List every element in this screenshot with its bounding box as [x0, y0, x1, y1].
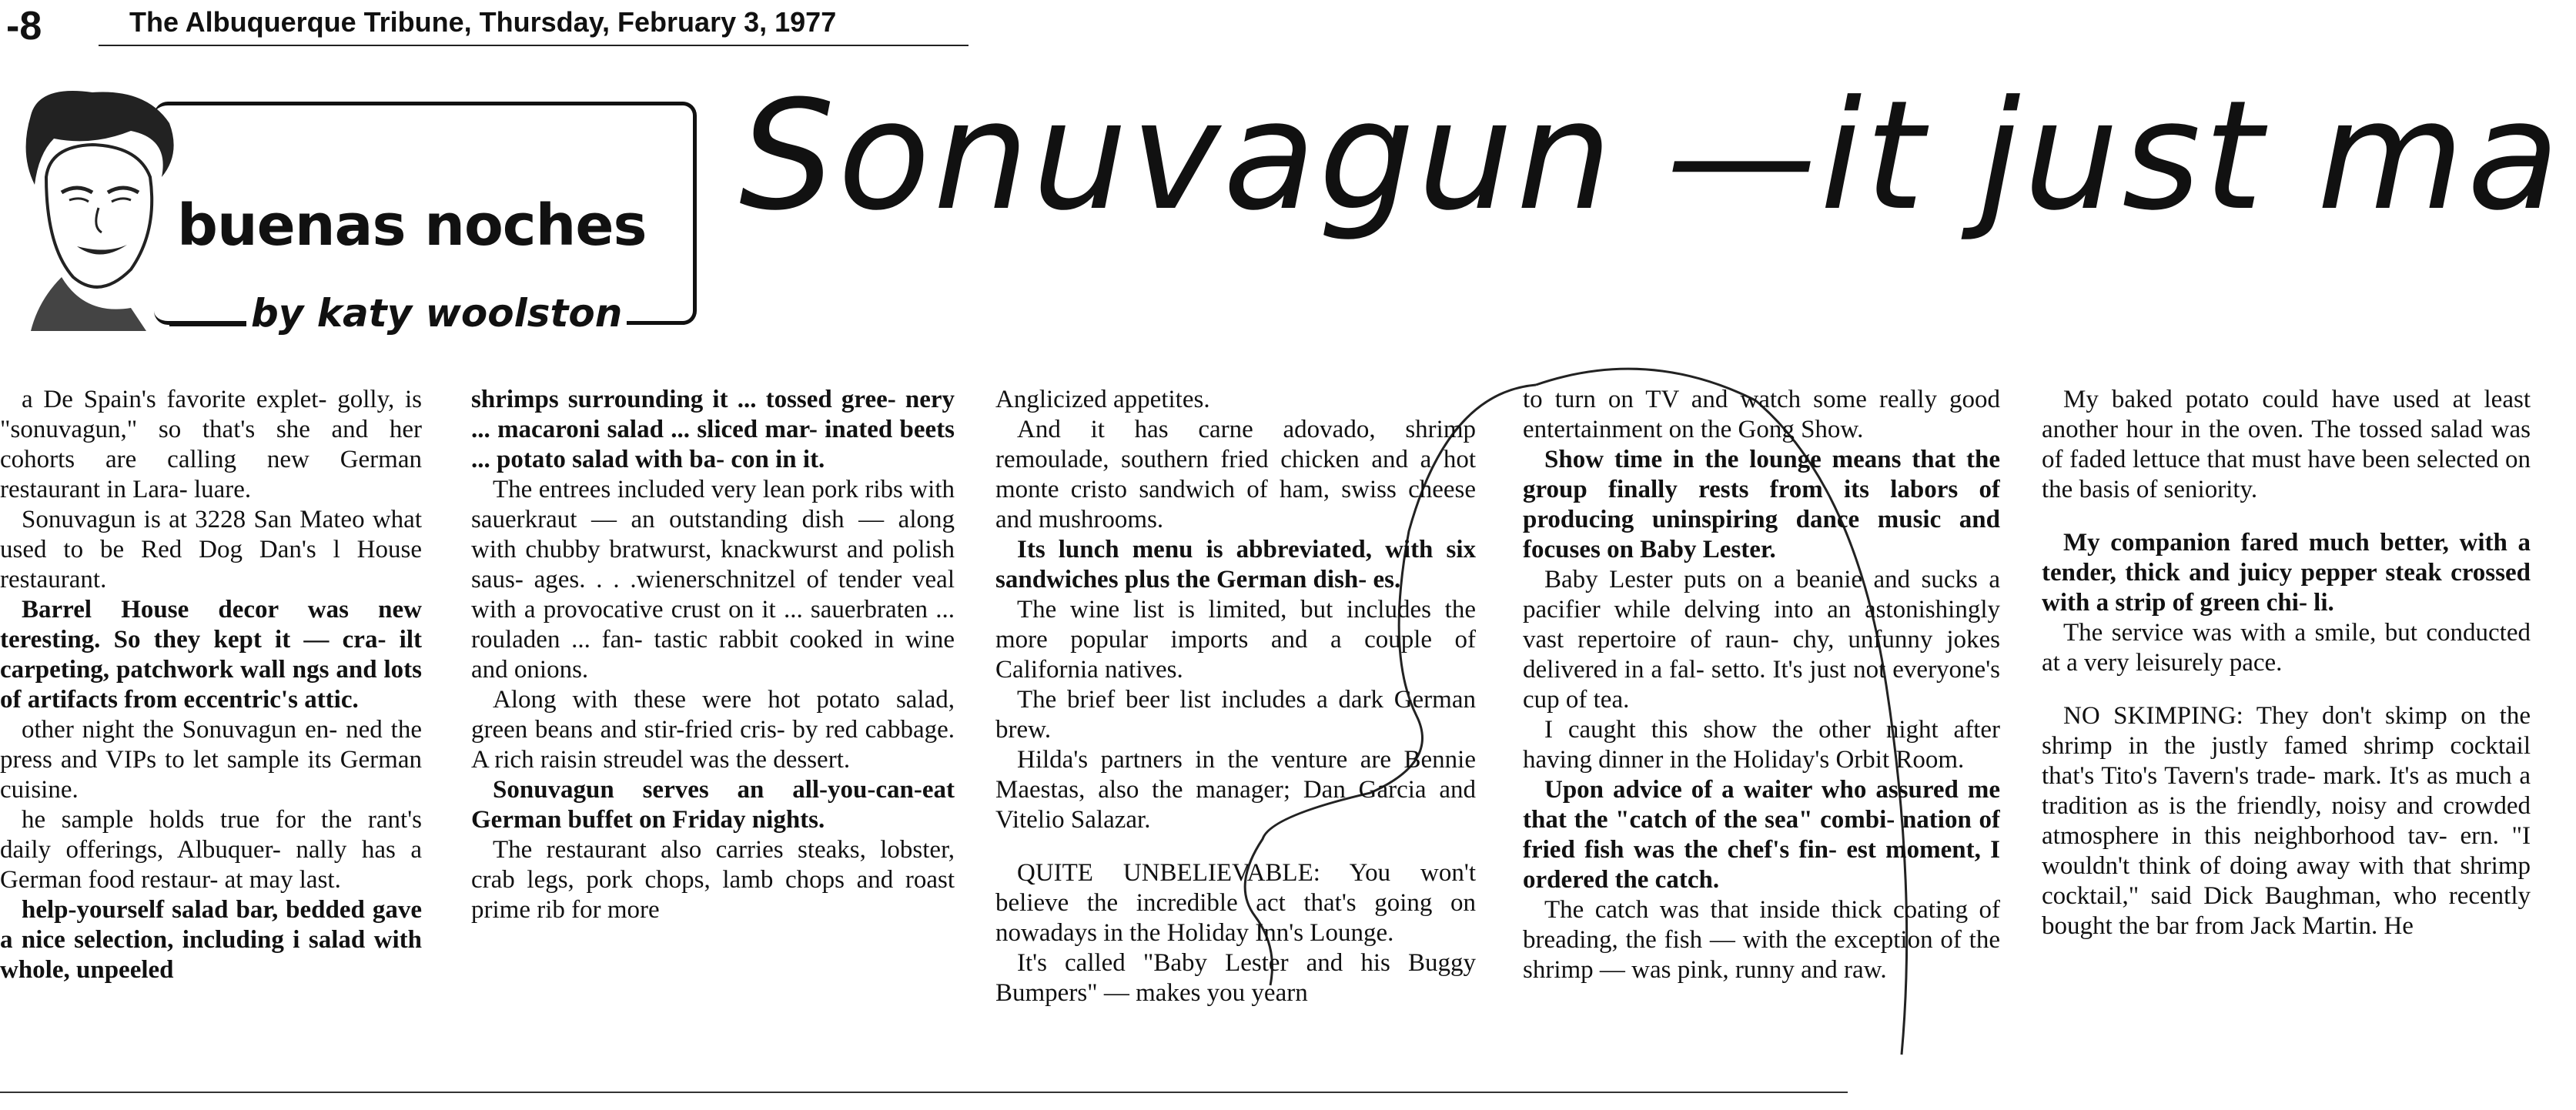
- article-column-1: [0, 385, 422, 1082]
- columnist-portrait: [15, 85, 185, 331]
- paragraph: Baby Lester puts on a beanie and sucks a pacifier while delving into an astonishingly vast repertoire of raun- chy, unfunny jokes delivered in a fal- setto. It's just not everyone's cup of tea.: [1523, 566, 2000, 714]
- paragraph: Along with these were hot potato salad, green beans and stir-fried cris- by red cabbage. A rich raisin streudel was the dessert.: [471, 686, 955, 774]
- byline: by katy woolston: [246, 291, 627, 336]
- paragraph: Hilda's partners in the venture are Bennie Maestas, also the manager; Dan Garcia and Vitelio Salazar.: [995, 746, 1476, 834]
- paragraph: And it has carne adovado, shrimp remoulade, southern fried chicken and a hot monte cristo sandwich of ham, swiss cheese and mushrooms.: [995, 416, 1476, 533]
- paragraph: It's called "Baby Lester and his Buggy Bumpers" — makes you yearn: [995, 949, 1476, 1007]
- article-column-5: [2042, 385, 2531, 1082]
- bottom-rule: [0, 1092, 1848, 1093]
- paragraph: The service was with a smile, but conducted at a very leisurely pace.: [2042, 619, 2531, 677]
- paragraph: help-yourself salad bar, bedded gave a nice selection, including i salad with whole, unpeeled: [0, 896, 422, 984]
- headline: Sonuvagun —it just ma: [739, 69, 2563, 244]
- article-column-2: [471, 385, 955, 1082]
- column-logo: [15, 85, 677, 336]
- paragraph: The entrees included very lean pork ribs with sauerkraut — an outstanding dish — along with chubby bratwurst, knackwurst and polish saus- ages. . . .wienerschnitzel of tender veal with a provocative crust on it ... sauerbraten ... rouladen ... fan- tastic rabbit cooked in wine and onions.: [471, 476, 955, 684]
- paragraph: NO SKIMPING: They don't skimp on the shrimp in the justly famed shrimp cocktail that's Tito's Tavern's trade- mark. It's as much a tradition as is the friendly, noisy and crowded atmosphere in this neighborhood tav- ern. "I wouldn't think of doing away with that shrimp cocktail," said Dick Baughman, who recently bought the bar from Jack Martin. He: [2042, 702, 2531, 940]
- header-rule: [99, 45, 969, 46]
- paragraph: The catch was that inside thick coating of breading, the fish — with the exception of the shrimp — was pink, runny and raw.: [1523, 896, 2000, 984]
- paragraph: to turn on TV and watch some really good entertainment on the Gong Show.: [1523, 386, 2000, 443]
- masthead: The Albuquerque Tribune, Thursday, February 3, 1977: [129, 6, 837, 38]
- paragraph: The restaurant also carries steaks, lobster, crab legs, pork chops, lamb chops and roast prime rib for more: [471, 836, 955, 924]
- article-column-4: [1523, 385, 2000, 1082]
- page-header: [0, 0, 978, 48]
- paragraph: My baked potato could have used at least another hour in the oven. The tossed salad was of faded lettuce that must have been selected on the basis of seniority.: [2042, 386, 2531, 503]
- column-title: buenas noches: [177, 192, 647, 259]
- paragraph: Sonuvagun serves an all-you-can-eat German buffet on Friday nights.: [471, 776, 955, 834]
- paragraph: Its lunch menu is abbreviated, with six sandwiches plus the German dish- es.: [995, 536, 1476, 593]
- paragraph: The brief beer list includes a dark German brew.: [995, 686, 1476, 744]
- paragraph: Anglicized appetites.: [995, 386, 1210, 413]
- paragraph: My companion fared much better, with a tender, thick and juicy pepper steak crossed with a strip of green chi- li.: [2042, 529, 2531, 617]
- paragraph: shrimps surrounding it ... tossed gree- nery ... macaroni salad ... sliced mar- inated beets ... potato salad with ba- con in it.: [471, 386, 955, 473]
- paragraph: other night the Sonuvagun en- ned the press and VIPs to let sample its German cuisine.: [0, 716, 422, 804]
- paragraph: I caught this show the other night after having dinner in the Holiday's Orbit Room.: [1523, 716, 2000, 774]
- page-number: -8: [6, 4, 42, 48]
- article-column-3: [995, 385, 1476, 1082]
- paragraph: a De Spain's favorite explet- golly, is "sonuvagun," so that's she and her cohorts are calling new German restaurant in Lara- luare.: [0, 386, 422, 503]
- paragraph: QUITE UNBELIEVABLE: You won't believe the incredible act that's going on nowadays in the Holiday Inn's Lounge.: [995, 859, 1476, 947]
- paragraph: Barrel House decor was new teresting. So they kept it — cra- ilt carpeting, patchwork wall ngs and lots of artifacts from eccentric's attic.: [0, 596, 422, 714]
- paragraph: Sonuvagun is at 3228 San Mateo what used to be Red Dog Dan's l House restaurant.: [0, 506, 422, 593]
- paragraph: he sample holds true for the rant's daily offerings, Albuquer- nally has a German food restaur- at may last.: [0, 806, 422, 894]
- paragraph: Show time in the lounge means that the group finally rests from its labors of producing uninspiring dance music and focuses on Baby Lester.: [1523, 446, 2000, 563]
- paragraph: Upon advice of a waiter who assured me that the "catch of the sea" combi- nation of fried fish was the chef's fin- est moment, I ordered the catch.: [1523, 776, 2000, 894]
- paragraph: The wine list is limited, but includes the more popular imports and a couple of California natives.: [995, 596, 1476, 684]
